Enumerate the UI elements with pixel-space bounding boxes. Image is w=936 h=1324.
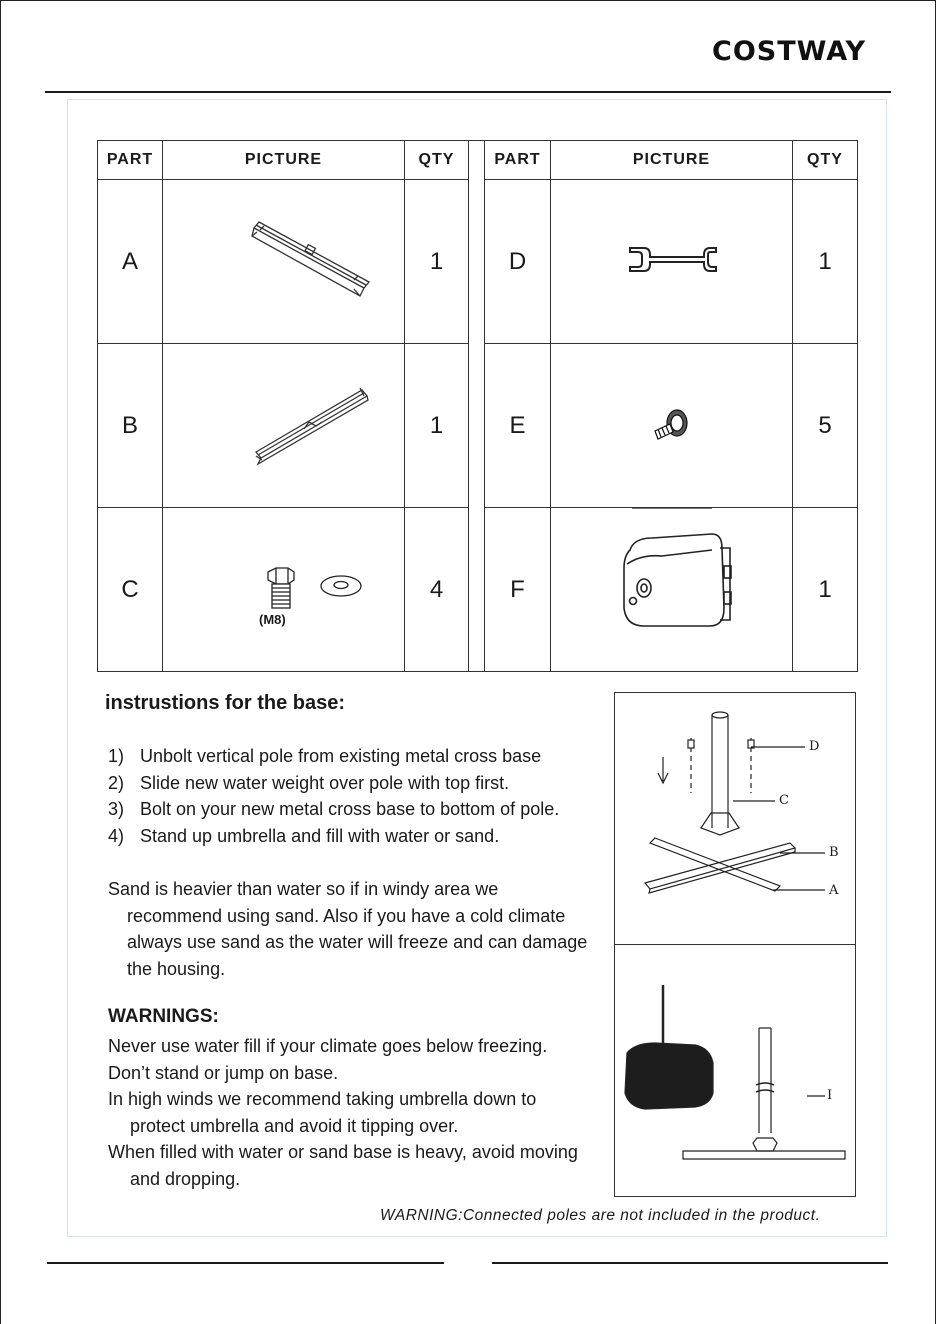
cross-base-bar-icon [164,180,404,338]
diagram-divider [615,944,855,945]
part-picture [163,508,405,672]
page-border [0,0,1,1324]
water-weight-base-icon [552,508,792,666]
list-item: 1) Unbolt vertical pole from existing metal cross base [108,746,542,766]
table-header-row [98,141,858,180]
header-picture: PICTURE [551,141,793,180]
footer-rule [492,1262,888,1264]
column-gap [469,141,485,672]
part-picture [163,180,405,344]
part-qty: 5 [793,344,858,508]
parts-table [97,140,858,672]
part-picture [551,508,793,672]
part-letter: D [485,180,551,344]
instructions-title: instrustions for the base: [105,692,346,714]
part-qty: 1 [793,180,858,344]
part-letter: E [485,344,551,508]
header-qty: QTY [405,141,469,180]
list-item: 4) Stand up umbrella and fill with water or sand. [108,825,500,846]
part-picture [551,344,793,508]
label-a: A [829,883,839,898]
footer-rule [47,1262,444,1264]
part-letter: C [98,508,163,672]
header-rule [45,91,891,93]
list-item: When filled with water or sand base is heavy, avoid moving and dropping. [108,1142,578,1189]
part-qty: 1 [405,180,469,344]
header-picture: PICTURE [163,141,405,180]
part-picture [551,180,793,344]
list-item: Don’t stand or jump on base. [108,1062,339,1083]
label-d: D [809,739,820,754]
part-letter: B [98,344,163,508]
header-part: PART [485,141,551,180]
footer-warning: WARNING:Connected poles are not included in the product. [380,1207,821,1224]
part-qty: 1 [793,508,858,672]
list-item: 2) Slide new water weight over pole with top first. [108,772,510,793]
warnings-title: WARNINGS: [108,1006,219,1027]
part-picture [163,344,405,508]
cross-base-bar-notched-icon [164,344,404,502]
part-qty: 1 [405,344,469,508]
brand-logo: COSTWAY [712,36,867,67]
list-item: In high winds we recommend taking umbrella down to protect umbrella and avoid it tipping over. [108,1089,537,1136]
part-letter: A [98,180,163,344]
instructions-steps [108,743,559,849]
header-part: PART [98,141,163,180]
sand-note: Sand is heavier than water so if in windy area we recommend using sand. Also if you have a cold climate always use sand as the water will freeze and can damage the housing. [108,879,588,979]
warnings-list [108,1033,613,1192]
page-border [0,0,936,1]
label-b: B [829,845,839,860]
label-c: C [779,793,789,808]
label-i: I [827,1088,833,1103]
assembly-diagram [614,692,856,1197]
header-qty: QTY [793,141,858,180]
bolt-and-washer-icon [164,508,404,666]
list-item: Never use water fill if your climate goes below freezing. [108,1036,548,1056]
part-qty: 4 [405,508,469,672]
wrench-icon [552,180,792,338]
screw-knob-icon [552,344,792,502]
bolt-size-caption: (M8) [259,612,286,627]
part-letter: F [485,508,551,672]
list-item: 3) Bolt on your new metal cross base to bottom of pole. [108,799,560,819]
